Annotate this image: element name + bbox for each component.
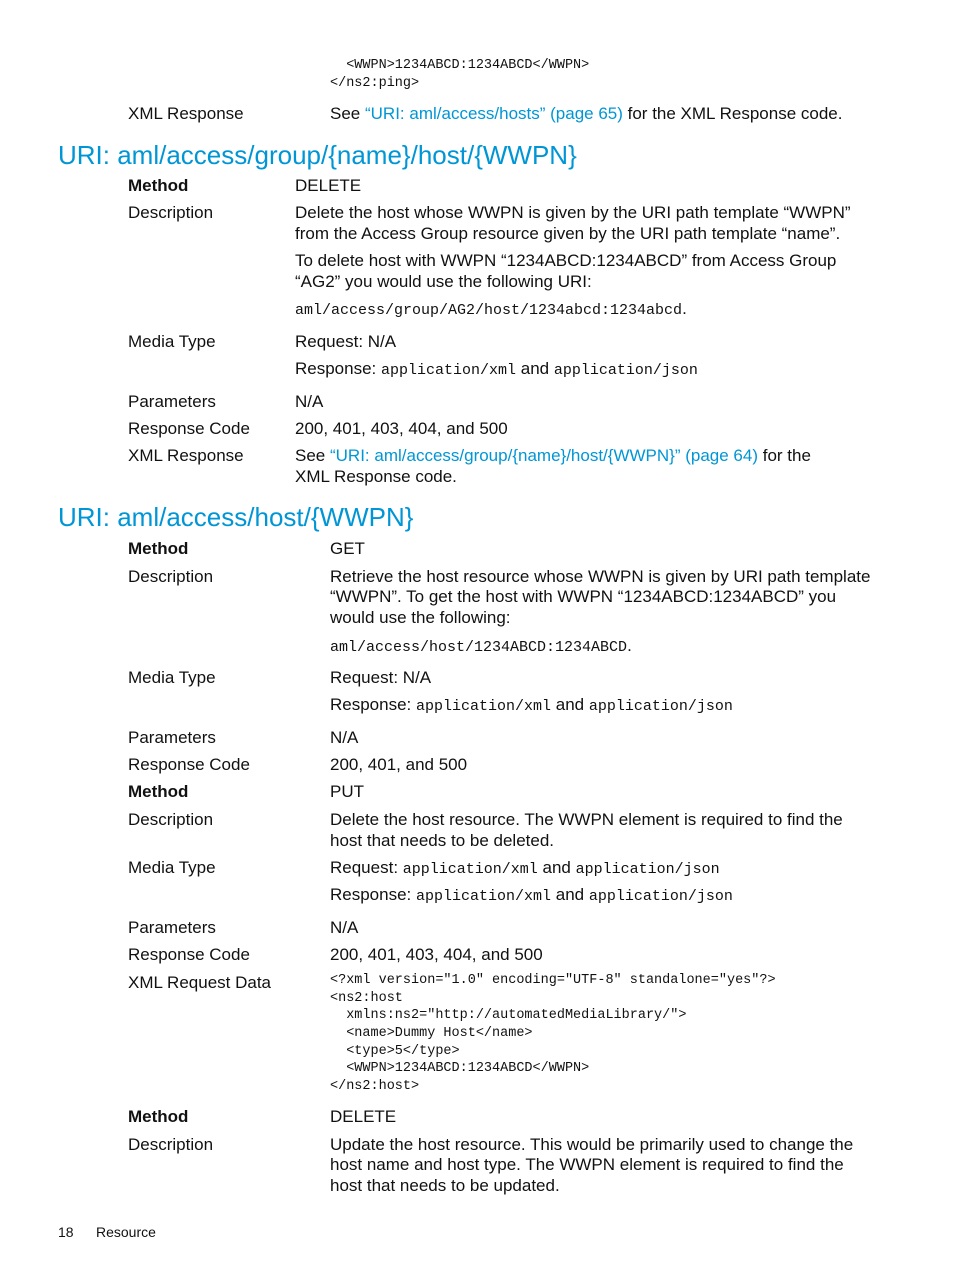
parameters-value: N/A: [295, 392, 324, 411]
period: .: [682, 299, 687, 318]
method-label: Method: [128, 176, 189, 195]
section-heading: URI: aml/access/group/{name}/host/{WWPN}: [58, 140, 577, 170]
response-code-label: Response Code: [128, 755, 250, 774]
method-value: DELETE: [295, 176, 362, 195]
cross-reference-link[interactable]: “URI: aml/access/hosts” (page 65): [364, 104, 623, 123]
description-code: [295, 298, 687, 321]
method-value: GET: [330, 539, 365, 558]
response-prefix: Response:: [330, 885, 416, 904]
description-line: Delete the host whose WWPN is given by the URI path template “WWPN”: [295, 203, 851, 222]
xml-code-line: <name>Dummy Host</name>: [330, 1026, 533, 1041]
and-text: and: [551, 885, 589, 904]
media-request: Request: N/A: [330, 668, 432, 687]
response-code-value: 200, 401, 403, 404, and 500: [330, 945, 543, 964]
response-code-value: 200, 401, and 500: [330, 755, 468, 774]
cross-reference-link[interactable]: “URI: aml/access/group/{name}/host/{WWPN}” (page 64): [329, 446, 758, 465]
parameters-label: Parameters: [128, 918, 216, 937]
description-label: Description: [128, 810, 214, 829]
see-text: See: [330, 104, 365, 123]
parameters-label: Parameters: [128, 728, 216, 747]
response-prefix: Response:: [330, 695, 416, 714]
description-line: To delete host with WWPN “1234ABCD:1234ABCD” from Access Group: [295, 251, 837, 270]
description-label: Description: [128, 1135, 214, 1154]
response-code-label: Response Code: [128, 419, 250, 438]
parameters-value: N/A: [330, 728, 359, 747]
response-code-label: Response Code: [128, 945, 250, 964]
mime-type: application/xml: [381, 362, 517, 379]
xml-request-label: XML Request Data: [128, 973, 271, 992]
media-request: Request: N/A: [295, 332, 397, 351]
mime-type: application/xml: [402, 861, 538, 878]
and-text: and: [516, 359, 554, 378]
xml-code-line: <type>5</type>: [330, 1044, 460, 1059]
media-type-label: Media Type: [128, 332, 216, 351]
xml-code-line: xmlns:ns2="http://automatedMediaLibrary/">: [330, 1008, 687, 1023]
mime-type: application/xml: [416, 698, 552, 715]
footer-section-title: Resource: [96, 1224, 156, 1240]
after-text: for the: [758, 446, 811, 465]
media-type-label: Media Type: [128, 858, 216, 877]
xml-response-value: [330, 103, 842, 124]
method-label: Method: [128, 1107, 189, 1126]
code-line: </ns2:ping>: [330, 76, 420, 91]
description-line: “WWPN”. To get the host with WWPN “1234ABCD:1234ABCD” you: [330, 587, 837, 606]
mime-type: application/json: [553, 362, 698, 379]
description-code: [330, 635, 632, 658]
description-line: from the Access Group resource given by the URI path template “name”.: [295, 224, 841, 243]
after-text: for the XML Response code.: [622, 104, 843, 123]
method-value: DELETE: [330, 1107, 397, 1126]
description-line: host that needs to be deleted.: [330, 831, 555, 850]
page-number: 18: [58, 1224, 74, 1240]
response-prefix: Response:: [295, 359, 381, 378]
description-label: Description: [128, 567, 214, 586]
parameters-value: N/A: [330, 918, 359, 937]
period: .: [627, 636, 632, 655]
mime-type: application/xml: [416, 888, 552, 905]
method-label: Method: [128, 782, 189, 801]
uri-code: aml/access/host/1234ABCD:1234ABCD: [330, 639, 628, 656]
xml-response-value: [295, 445, 811, 466]
code-line: <WWPN>1234ABCD:1234ABCD</WWPN>: [330, 58, 590, 73]
xml-response-label: XML Response: [128, 104, 244, 123]
media-response: [295, 358, 698, 381]
uri-code: aml/access/group/AG2/host/1234abcd:1234abcd: [295, 302, 683, 319]
description-line: would use the following:: [330, 608, 511, 627]
xml-code-line: <?xml version="1.0" encoding="UTF-8" standalone="yes"?>: [330, 973, 776, 988]
parameters-label: Parameters: [128, 392, 216, 411]
xml-code-line: <ns2:host: [330, 991, 403, 1006]
xml-response-label: XML Response: [128, 446, 244, 465]
mime-type: application/json: [588, 888, 733, 905]
media-type-label: Media Type: [128, 668, 216, 687]
see-text: See: [295, 446, 330, 465]
response-code-value: 200, 401, 403, 404, and 500: [295, 419, 508, 438]
method-label: Method: [128, 539, 189, 558]
mime-type: application/json: [575, 861, 720, 878]
method-value: PUT: [330, 782, 364, 801]
xml-code-line: <WWPN>1234ABCD:1234ABCD</WWPN>: [330, 1061, 590, 1076]
section-heading: URI: aml/access/host/{WWPN}: [58, 502, 414, 532]
description-line: host that needs to be updated.: [330, 1176, 560, 1195]
xml-code-line: </ns2:host>: [330, 1079, 420, 1094]
description-line: Delete the host resource. The WWPN element is required to find the: [330, 810, 843, 829]
description-line: host name and host type. The WWPN element is required to find the: [330, 1155, 844, 1174]
description-line: Retrieve the host resource whose WWPN is given by URI path template: [330, 567, 871, 586]
and-text: and: [551, 695, 589, 714]
media-request: [330, 857, 720, 880]
description-label: Description: [128, 203, 214, 222]
mime-type: application/json: [588, 698, 733, 715]
media-response: [330, 694, 733, 717]
media-response: [330, 884, 733, 907]
and-text: and: [537, 858, 576, 877]
xml-response-value-line2: XML Response code.: [295, 467, 457, 486]
request-prefix: Request:: [330, 858, 403, 877]
description-line: Update the host resource. This would be primarily used to change the: [330, 1135, 854, 1154]
description-line: “AG2” you would use the following URI:: [295, 272, 592, 291]
